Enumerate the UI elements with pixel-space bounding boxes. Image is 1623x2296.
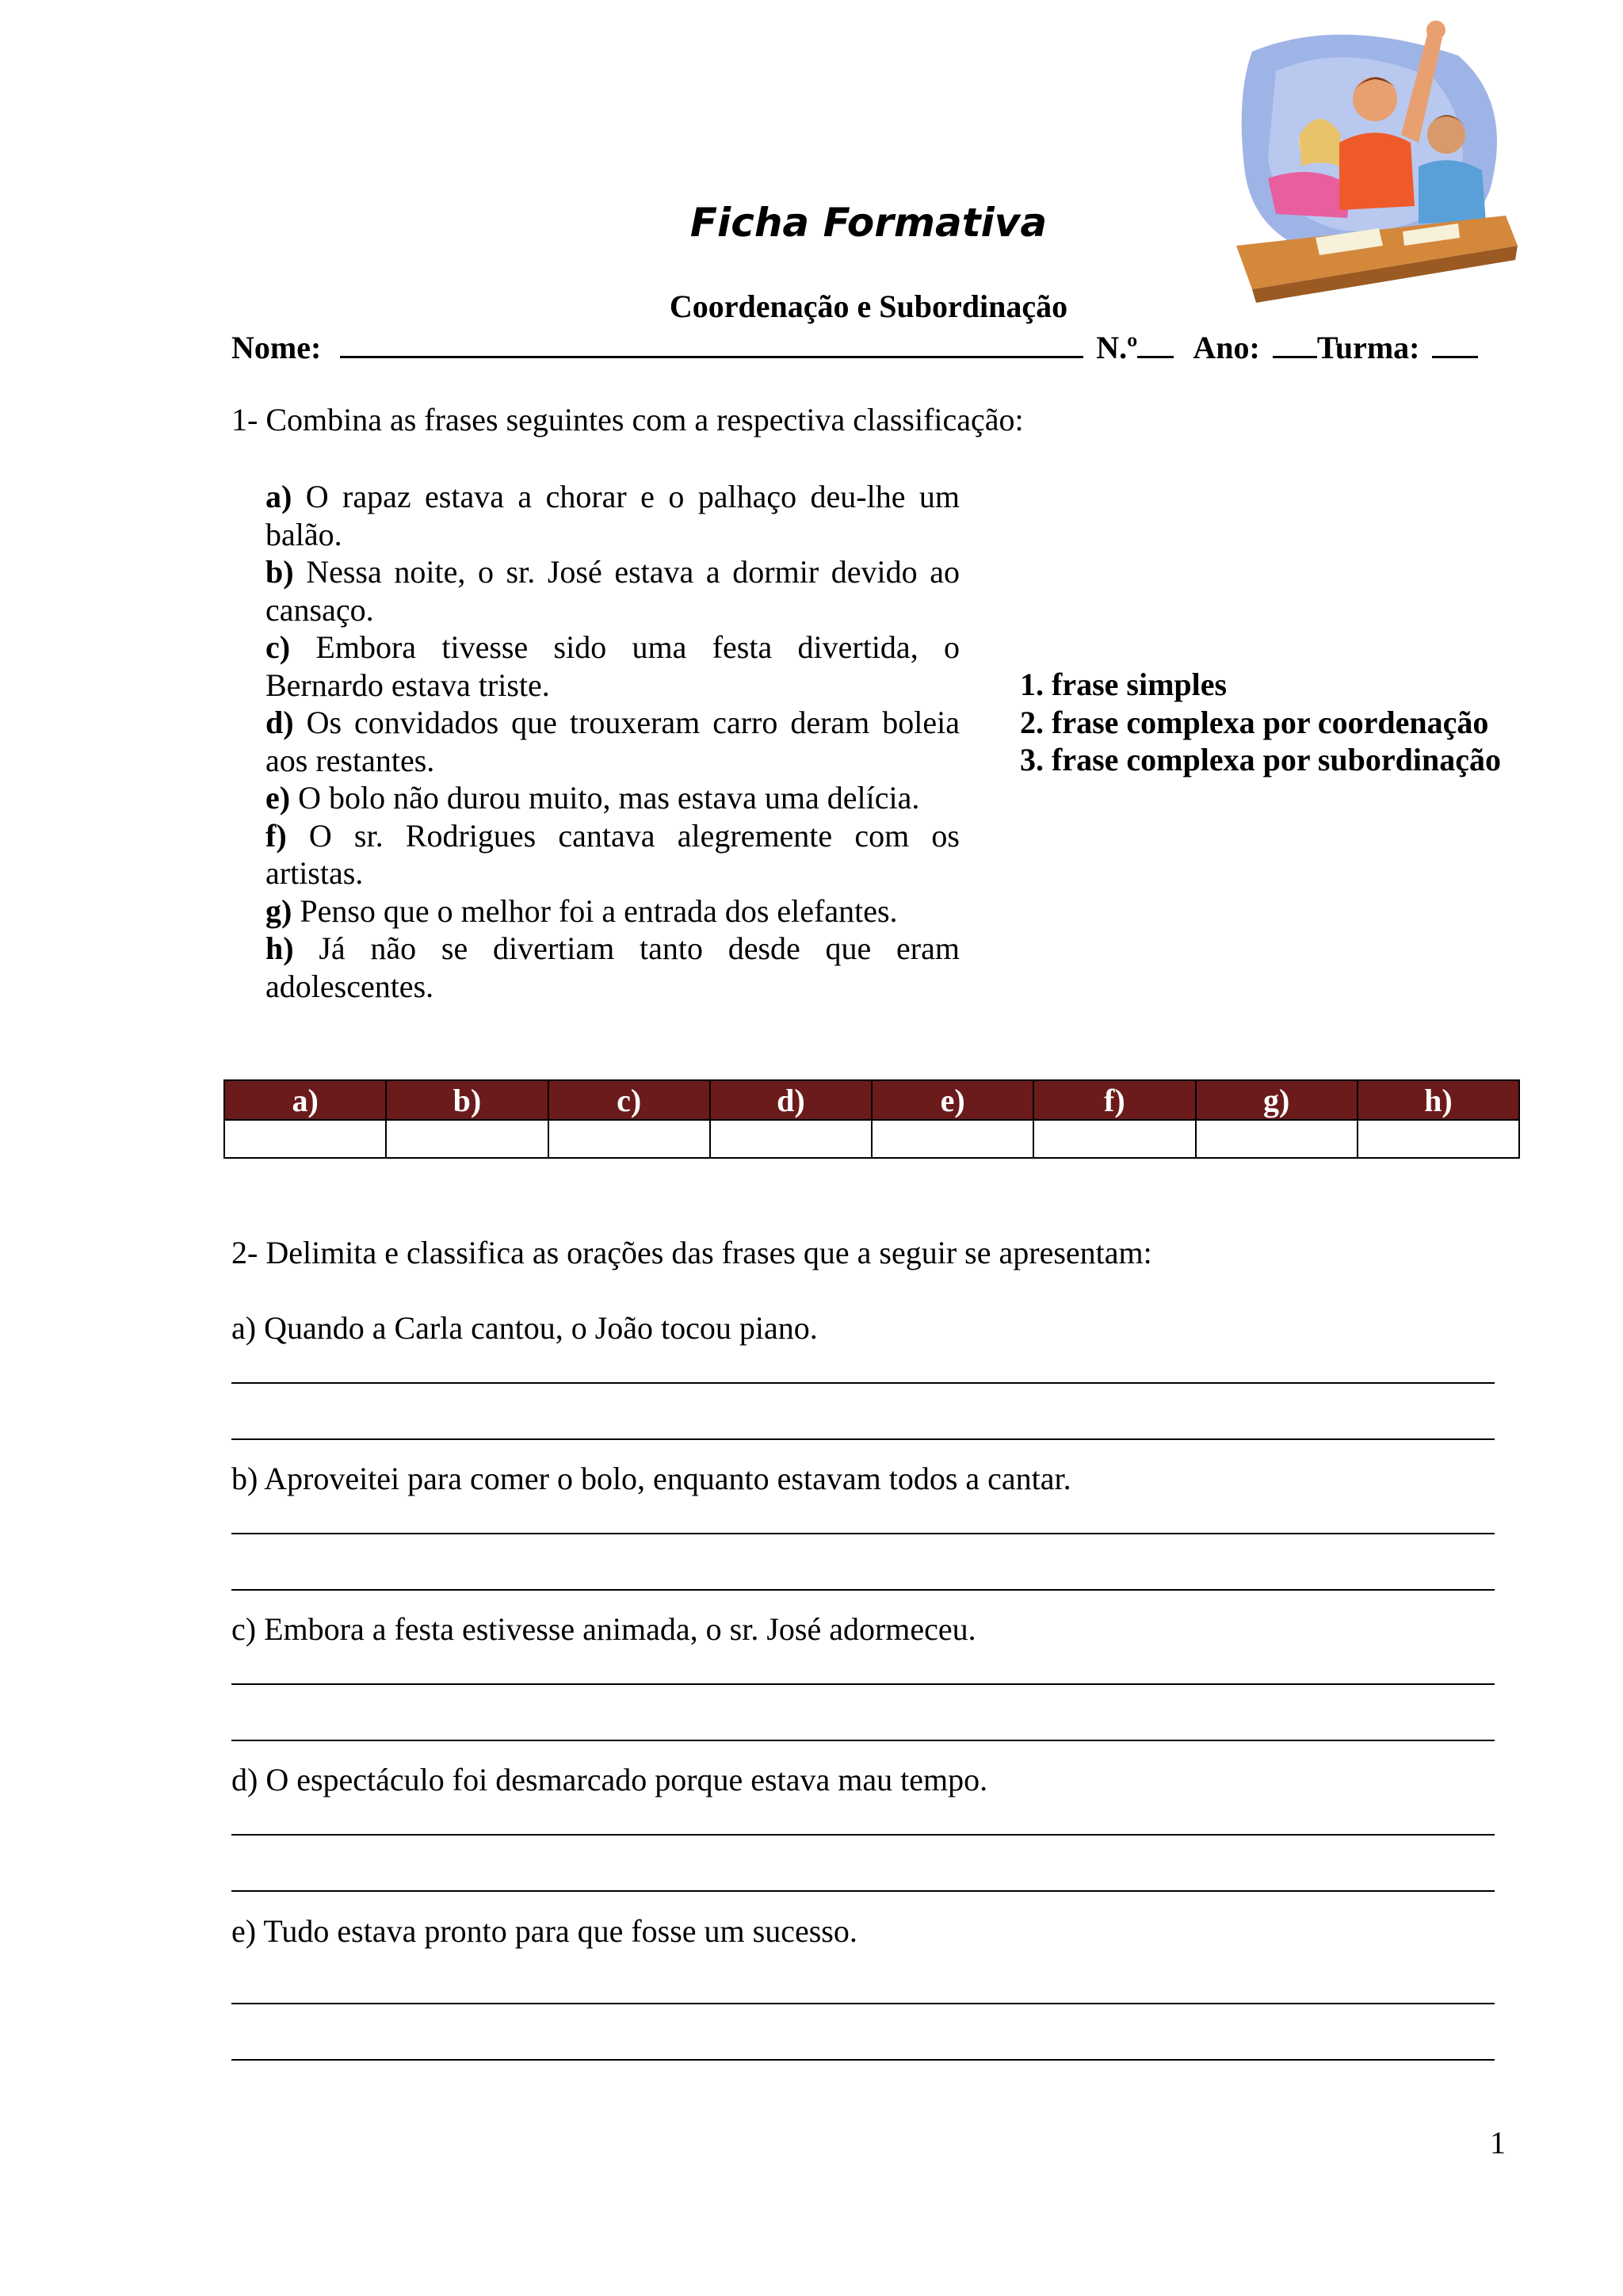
list-item: h) Já não se divertiam tanto desde que eram adolescentes. [265, 930, 960, 1004]
classification-item: 1. frase simples [1020, 667, 1228, 702]
list-item: b) Nessa noite, o sr. José estava a dormir devido ao cansaço. [265, 554, 960, 628]
name-field[interactable] [340, 327, 1083, 358]
classification-item: 2. frase complexa por coordenação [1020, 704, 1489, 740]
students-illustration [1220, 8, 1522, 321]
answer-header-a: a) [224, 1080, 386, 1120]
list-item: d) Os convidados que trouxeram carro deram boleia aos restantes. [265, 705, 960, 778]
answer-header-c: c) [548, 1080, 710, 1120]
list-item: a) O rapaz estava a chorar e o palhaço deu-lhe um balão. [265, 479, 960, 552]
question-2-sentence-c: c) Embora a festa estivesse animada, o sr. José adormeceu. [231, 1611, 976, 1647]
answer-line[interactable] [231, 2059, 1495, 2061]
answer-cell-b[interactable] [386, 1120, 548, 1158]
student-info-line [231, 327, 1478, 366]
question-2-sentence-a: a) Quando a Carla cantou, o João tocou piano. [231, 1310, 818, 1346]
answer-cell-g[interactable] [1196, 1120, 1358, 1158]
classification-item: 3. frase complexa por subordinação [1020, 742, 1502, 777]
answer-table [223, 1079, 1520, 1159]
answer-cell-d[interactable] [710, 1120, 872, 1158]
answer-line[interactable] [231, 1834, 1495, 1836]
answer-cell-f[interactable] [1033, 1120, 1195, 1158]
answer-line[interactable] [231, 2003, 1495, 2004]
name-label: Nome: [231, 330, 322, 365]
answer-line[interactable] [231, 1740, 1495, 1741]
list-item: e) O bolo não durou muito, mas estava uma delícia. [265, 780, 920, 816]
question-2-sentence-b: b) Aproveitei para comer o bolo, enquanto estavam todos a cantar. [231, 1461, 1071, 1496]
list-item: f) O sr. Rodrigues cantava alegremente com os artistas. [265, 817, 960, 891]
answer-header-d: d) [710, 1080, 872, 1120]
answer-line[interactable] [231, 1382, 1495, 1384]
answer-table-header-row [224, 1080, 1519, 1120]
worksheet-title: Ficha Formativa [689, 200, 1048, 246]
answer-line[interactable] [231, 1683, 1495, 1685]
year-label: Ano: [1193, 330, 1260, 365]
question-2-sentence-d: d) O espectáculo foi desmarcado porque estava mau tempo. [231, 1762, 988, 1797]
page-number: 1 [1490, 2125, 1506, 2160]
list-item: g) Penso que o melhor foi a entrada dos elefantes. [265, 892, 898, 929]
number-label: N.º [1096, 330, 1138, 365]
answer-line[interactable] [231, 1890, 1495, 1892]
year-field[interactable] [1273, 327, 1317, 358]
answer-line[interactable] [231, 1533, 1495, 1534]
question-1-sentences [265, 478, 960, 1005]
classification-list [1020, 666, 1501, 779]
answer-cell-c[interactable] [548, 1120, 710, 1158]
answer-table-input-row [224, 1120, 1519, 1158]
answer-header-h: h) [1358, 1080, 1519, 1120]
question-2-sentence-e: e) Tudo estava pronto para que fosse um sucesso. [231, 1913, 857, 1949]
answer-cell-e[interactable] [872, 1120, 1033, 1158]
question-2-prompt: 2- Delimita e classifica as orações das frases que a seguir se apresentam: [231, 1235, 1152, 1270]
answer-header-b: b) [386, 1080, 548, 1120]
class-field[interactable] [1432, 327, 1478, 358]
number-field[interactable] [1137, 327, 1174, 358]
answer-header-e: e) [872, 1080, 1033, 1120]
answer-header-g: g) [1196, 1080, 1358, 1120]
answer-line[interactable] [231, 1438, 1495, 1440]
answer-cell-h[interactable] [1358, 1120, 1519, 1158]
answer-cell-a[interactable] [224, 1120, 386, 1158]
worksheet-subtitle: Coordenação e Subordinação [669, 288, 1068, 324]
list-item: c) Embora tivesse sido uma festa divertida, o Bernardo estava triste. [265, 629, 960, 703]
question-1-prompt: 1- Combina as frases seguintes com a respectiva classificação: [231, 402, 1024, 437]
class-label: Turma: [1316, 330, 1420, 365]
answer-header-f: f) [1033, 1080, 1195, 1120]
answer-line[interactable] [231, 1589, 1495, 1591]
